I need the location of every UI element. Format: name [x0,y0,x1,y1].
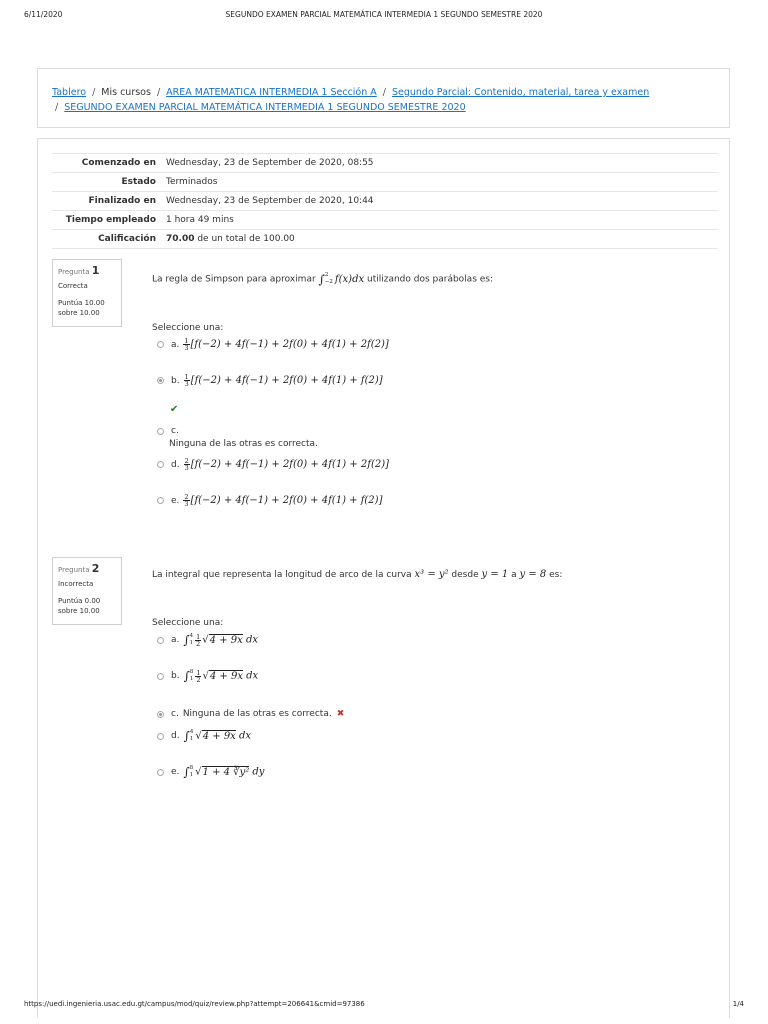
grade-score: 70.00 [166,234,195,244]
summary-value [166,230,718,249]
question-grade: Puntúa 0.00 sobre 10.00 [58,597,101,615]
breadcrumb-link-tablero[interactable]: Tablero [52,87,87,98]
radio-button[interactable] [157,461,164,468]
option-letter: c. [171,709,179,719]
select-one-prompt: Seleccione una: [152,618,224,628]
curve-equation: x³ = y² [414,569,449,580]
radio-button[interactable] [157,341,164,348]
print-header [24,10,744,24]
radio-button[interactable] [157,497,164,504]
question-2-info [52,557,122,625]
breadcrumb-separator: / [92,87,96,98]
option-formula: ∫ 4 1 √4 + 9x dx [183,729,252,743]
breadcrumb [52,85,712,115]
radio-button[interactable] [157,428,164,435]
radio-button-selected[interactable] [157,377,164,384]
option-formula: $\frac{2}{3}$ [f(−2) + 4f(−1) + 2f(0) + 4f(1) + 2f(2)] [184,457,390,472]
question-1-option-d[interactable] [157,458,389,471]
question-2-option-a[interactable] [157,633,258,647]
option-letter: d. [171,459,180,470]
summary-label: Comenzado en [81,158,156,168]
cross-icon: ✖ [336,709,345,719]
summary-value: Wednesday, 23 de September de 2020, 10:44 [166,196,374,206]
question-2-option-b[interactable] [157,669,258,683]
select-one-prompt: Seleccione una: [152,323,224,333]
radio-button[interactable] [157,637,164,644]
question-text-before: La regla de Simpson para aproximar [152,274,316,285]
print-url: https://uedi.ingenieria.usac.edu.gt/campus/mod/quiz/review.php?attempt=206641&cmid=97386 [24,1000,365,1008]
question-text-before: La integral que representa la longitud de arco de la curva [152,570,412,580]
summary-row-state [52,173,718,192]
option-text: Ninguna de las otras es correcta. [182,709,332,719]
option-text: Ninguna de las otras es correcta. [169,439,318,449]
print-title: SEGUNDO EXAMEN PARCIAL MATEMÁTICA INTERMEDIA 1 SEGUNDO SEMESTRE 2020 [225,10,543,19]
breadcrumb-separator: / [55,102,59,113]
summary-label: Finalizado en [88,196,156,206]
print-footer [24,1000,744,1012]
summary-row-started [52,154,718,173]
print-date: 6/11/2020 [24,10,63,19]
option-formula: ∫ 8 1 $\frac{1}{2}$ √4 + 9x dx [183,668,259,684]
option-letter: a. [171,635,180,645]
option-formula: $\frac{1}{3}$ [f(−2) + 4f(−1) + 2f(0) + 4f(1) + 2f(2)] [184,337,389,352]
radio-button-selected[interactable] [157,711,164,718]
question-text-mid2: a [511,570,517,580]
option-letter: b. [171,671,180,681]
print-page-number: 1/4 [732,1000,744,1008]
radio-button[interactable] [157,673,164,680]
question-number: 2 [91,562,100,575]
question-2-option-d[interactable] [157,729,251,743]
question-number: 1 [91,264,100,277]
question-integral: ∫ 2 −2 f(x)dx [318,272,365,286]
summary-label: Calificación [98,234,156,244]
option-letter: e. [171,767,180,777]
question-label: Pregunta [58,566,90,574]
question-1-option-b[interactable] [157,374,383,387]
breadcrumb-mis-cursos: Mis cursos [101,87,151,98]
option-formula: ∫ 4 1 $\frac{1}{2}$ √4 + 9x dx [183,632,259,648]
radio-button[interactable] [157,733,164,740]
question-text-mid: desde [451,570,479,580]
lower-bound: y = 1 [481,569,509,580]
option-letter: c. [171,426,179,436]
question-text-after: es: [549,570,563,580]
summary-value: Terminados [166,177,218,187]
question-1-text [152,272,493,286]
option-letter: a. [171,339,180,350]
breadcrumb-separator: / [156,87,161,98]
summary-row-time-taken [52,211,718,230]
option-formula: $\frac{1}{3}$ [f(−2) + 4f(−1) + 2f(0) + 4f(1) + f(2)] [184,373,383,388]
question-state: Correcta [58,282,88,290]
radio-button[interactable] [157,769,164,776]
check-icon: ✔ [170,404,179,415]
quiz-review-region [37,138,730,1018]
summary-label: Tiempo empleado [65,215,156,225]
summary-value: Wednesday, 23 de September de 2020, 08:55 [166,158,374,168]
attempt-summary-table [52,153,718,249]
option-letter: b. [171,375,180,386]
option-formula: $\frac{2}{3}$ [f(−2) + 4f(−1) + 2f(0) + 4f(1) + f(2)] [184,493,383,508]
summary-value: 1 hora 49 mins [166,215,234,225]
breadcrumb-link-exam[interactable]: SEGUNDO EXAMEN PARCIAL MATEMÁTICA INTERMEDIA 1 SEGUNDO SEMESTRE 2020 [64,102,466,113]
breadcrumb-container [37,68,730,128]
question-2-option-c[interactable] [157,709,344,719]
breadcrumb-link-section[interactable]: Segundo Parcial: Contenido, material, tarea y examen [391,87,650,98]
grade-total: de un total de 100.00 [197,234,295,244]
upper-bound: y = 8 [519,569,547,580]
question-label: Pregunta [58,268,90,276]
question-1-option-c[interactable] [157,426,183,436]
option-formula: ∫ 8 1 √1 + 4 ∛y² dy [183,765,265,779]
question-1-info [52,259,122,327]
summary-row-finished [52,192,718,211]
question-1-option-a[interactable] [157,338,389,351]
question-1-option-e[interactable] [157,494,382,507]
breadcrumb-separator: / [382,87,386,98]
option-letter: e. [171,495,180,506]
option-letter: d. [171,731,180,741]
question-text-after: utilizando dos parábolas es: [366,274,493,285]
question-2-text [152,569,562,580]
summary-row-grade [52,230,718,249]
breadcrumb-link-course[interactable]: AREA MATEMATICA INTERMEDIA 1 Sección A [166,87,377,98]
question-2-option-e[interactable] [157,765,264,779]
question-grade: Puntúa 10.00 sobre 10.00 [58,299,105,317]
question-state: Incorrecta [58,580,94,588]
summary-label: Estado [121,177,156,187]
